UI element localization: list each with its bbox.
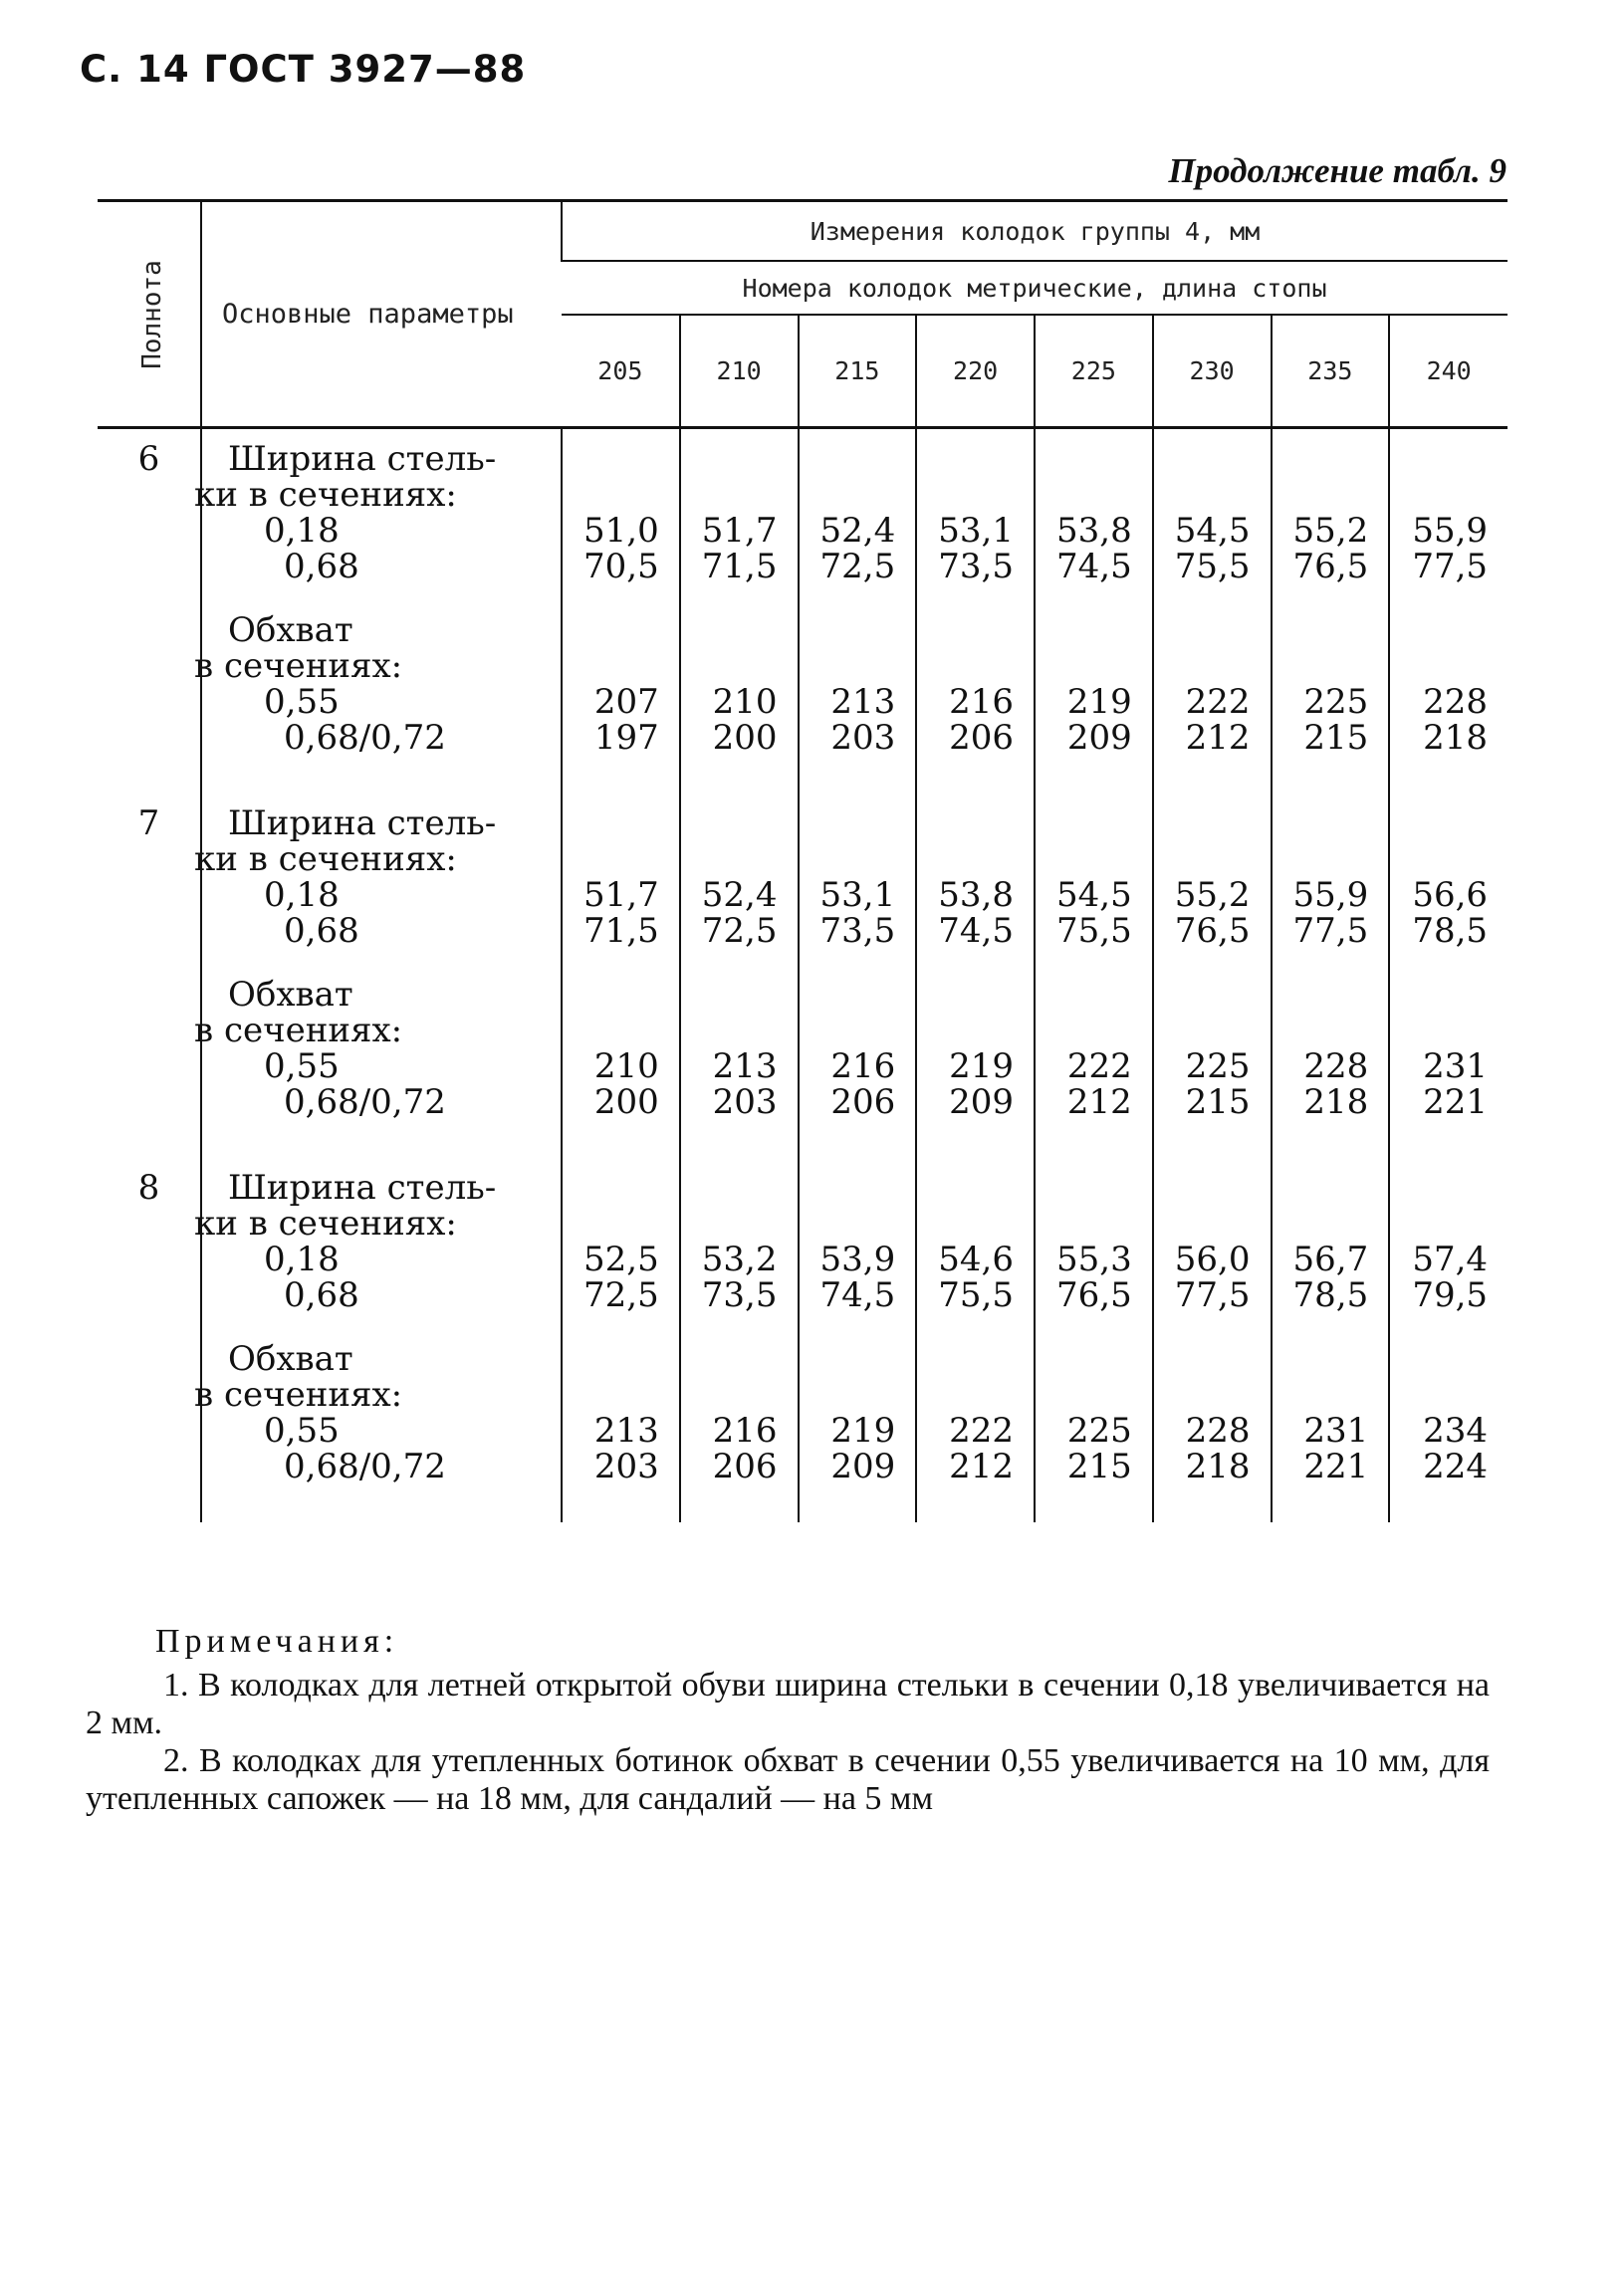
parameter-line: 0,68 bbox=[284, 547, 359, 586]
header-numbers: Номера колодок метрические, длина стопы bbox=[562, 261, 1508, 315]
header-size: 220 bbox=[916, 315, 1035, 428]
parameter-line: ки в сечениях: bbox=[194, 1204, 457, 1244]
value-cell bbox=[1272, 794, 1390, 971]
value: 216 bbox=[712, 1411, 778, 1451]
value: 74,5 bbox=[1056, 547, 1132, 586]
parameter-line: в сечениях: bbox=[194, 1375, 403, 1415]
value: 71,5 bbox=[583, 911, 659, 951]
value: 213 bbox=[830, 682, 896, 722]
value-cell bbox=[1035, 428, 1153, 607]
value-cell bbox=[799, 794, 917, 971]
value-cell bbox=[1035, 1158, 1153, 1335]
value: 56,0 bbox=[1174, 1240, 1251, 1279]
value-cell bbox=[562, 1335, 680, 1522]
value: 225 bbox=[1303, 682, 1369, 722]
header-size: 205 bbox=[562, 315, 680, 428]
value-cell bbox=[916, 971, 1035, 1158]
value: 210 bbox=[712, 682, 778, 722]
value-cell bbox=[562, 428, 680, 607]
value-cell bbox=[1389, 1158, 1508, 1335]
value-cell bbox=[562, 971, 680, 1158]
value: 51,7 bbox=[583, 875, 659, 915]
value: 216 bbox=[949, 682, 1014, 722]
value: 213 bbox=[593, 1411, 659, 1451]
value: 209 bbox=[830, 1447, 896, 1486]
header-size: 210 bbox=[680, 315, 799, 428]
value: 75,5 bbox=[938, 1275, 1014, 1315]
parameter-line: Обхват bbox=[228, 975, 353, 1015]
value-cell bbox=[1153, 1158, 1272, 1335]
value: 213 bbox=[712, 1046, 778, 1086]
value: 55,9 bbox=[1412, 511, 1489, 551]
value-cell bbox=[562, 1158, 680, 1335]
parameter-line: Ширина стель- bbox=[228, 1168, 497, 1208]
value-cell bbox=[1389, 1335, 1508, 1522]
parameter-cell bbox=[194, 971, 562, 1158]
value: 222 bbox=[1185, 682, 1251, 722]
value: 73,5 bbox=[701, 1275, 778, 1315]
value: 53,8 bbox=[1056, 511, 1132, 551]
value-cell bbox=[799, 1158, 917, 1335]
value: 215 bbox=[1303, 718, 1369, 758]
table-row bbox=[98, 971, 1508, 1158]
value: 79,5 bbox=[1412, 1275, 1489, 1315]
value: 56,7 bbox=[1292, 1240, 1369, 1279]
header-size: 235 bbox=[1272, 315, 1390, 428]
value: 222 bbox=[949, 1411, 1014, 1451]
fullness-cell: 6 bbox=[137, 439, 160, 479]
note-2: 2. В колодках для утепленных ботинок обхват в сечении 0,55 увеличивается на 10 мм, для утепленных сапожек — на 18 мм, для сандалий — на 5 мм bbox=[86, 1742, 1490, 1817]
parameter-line: ки в сечениях: bbox=[194, 475, 457, 515]
value: 52,4 bbox=[819, 511, 896, 551]
parameter-line: 0,55 bbox=[264, 682, 340, 722]
value: 75,5 bbox=[1174, 547, 1251, 586]
parameter-cell bbox=[194, 1335, 562, 1522]
value: 203 bbox=[593, 1447, 659, 1486]
value-cell bbox=[916, 1158, 1035, 1335]
header-size: 225 bbox=[1035, 315, 1153, 428]
value-cell bbox=[562, 606, 680, 794]
value-cell bbox=[1153, 606, 1272, 794]
value: 215 bbox=[1066, 1447, 1132, 1486]
parameter-line: 0,18 bbox=[264, 1240, 340, 1279]
value-cell bbox=[799, 971, 917, 1158]
value: 52,4 bbox=[701, 875, 778, 915]
value-cell bbox=[1035, 971, 1153, 1158]
value: 55,3 bbox=[1056, 1240, 1132, 1279]
value: 221 bbox=[1423, 1082, 1489, 1122]
value: 73,5 bbox=[938, 547, 1014, 586]
value: 228 bbox=[1423, 682, 1489, 722]
value-cell bbox=[799, 428, 917, 607]
value-cell bbox=[1153, 1335, 1272, 1522]
value: 209 bbox=[949, 1082, 1014, 1122]
value: 224 bbox=[1423, 1447, 1489, 1486]
value: 78,5 bbox=[1292, 1275, 1369, 1315]
value: 74,5 bbox=[938, 911, 1014, 951]
value: 78,5 bbox=[1412, 911, 1489, 951]
value: 234 bbox=[1423, 1411, 1489, 1451]
value: 216 bbox=[830, 1046, 896, 1086]
header-size: 215 bbox=[799, 315, 917, 428]
value: 72,5 bbox=[701, 911, 778, 951]
value: 215 bbox=[1185, 1082, 1251, 1122]
note-1: 1. В колодках для летней открытой обуви ширина стельки в сечении 0,18 увеличивается на 2 мм. bbox=[86, 1667, 1490, 1741]
fullness-cell bbox=[98, 606, 201, 794]
value: 197 bbox=[593, 718, 659, 758]
value-cell bbox=[1389, 606, 1508, 794]
value: 73,5 bbox=[819, 911, 896, 951]
value: 219 bbox=[830, 1411, 896, 1451]
value-cell bbox=[1035, 1335, 1153, 1522]
value-cell bbox=[680, 794, 799, 971]
value-cell bbox=[1035, 794, 1153, 971]
parameter-line: 0,68/0,72 bbox=[284, 1447, 446, 1486]
value-cell bbox=[680, 1335, 799, 1522]
table-continuation-label: Продолжение табл. 9 bbox=[1168, 151, 1507, 190]
value: 200 bbox=[593, 1082, 659, 1122]
value: 77,5 bbox=[1292, 911, 1369, 951]
value-cell bbox=[1272, 971, 1390, 1158]
value-cell bbox=[680, 971, 799, 1158]
notes bbox=[86, 1623, 1490, 1818]
value: 231 bbox=[1303, 1411, 1369, 1451]
value: 53,9 bbox=[819, 1240, 896, 1279]
value: 225 bbox=[1185, 1046, 1251, 1086]
value: 71,5 bbox=[701, 547, 778, 586]
value: 228 bbox=[1303, 1046, 1369, 1086]
value-cell bbox=[916, 1335, 1035, 1522]
value: 72,5 bbox=[583, 1275, 659, 1315]
header-params: Основные параметры bbox=[201, 201, 562, 428]
fullness-cell: 7 bbox=[137, 803, 160, 843]
parameter-line: 0,68 bbox=[284, 911, 359, 951]
header-fullness bbox=[98, 201, 201, 428]
value-cell bbox=[1153, 971, 1272, 1158]
parameter-line: 0,68/0,72 bbox=[284, 718, 446, 758]
parameter-line: 0,55 bbox=[264, 1411, 340, 1451]
value: 52,5 bbox=[583, 1240, 659, 1279]
value: 212 bbox=[1185, 718, 1251, 758]
value-cell bbox=[680, 428, 799, 607]
parameter-line: 0,18 bbox=[264, 511, 340, 551]
parameter-line: Ширина стель- bbox=[228, 803, 497, 843]
value-cell bbox=[1272, 1158, 1390, 1335]
value-cell bbox=[1389, 971, 1508, 1158]
value: 206 bbox=[830, 1082, 896, 1122]
value-cell bbox=[680, 606, 799, 794]
value: 70,5 bbox=[583, 547, 659, 586]
parameter-line: в сечениях: bbox=[194, 646, 403, 686]
value: 75,5 bbox=[1056, 911, 1132, 951]
value: 53,2 bbox=[701, 1240, 778, 1279]
value: 200 bbox=[712, 718, 778, 758]
value: 210 bbox=[593, 1046, 659, 1086]
value: 53,1 bbox=[938, 511, 1014, 551]
value-cell bbox=[1272, 428, 1390, 607]
parameter-line: 0,55 bbox=[264, 1046, 340, 1086]
value: 212 bbox=[1066, 1082, 1132, 1122]
value: 74,5 bbox=[819, 1275, 896, 1315]
value: 228 bbox=[1185, 1411, 1251, 1451]
value: 56,6 bbox=[1412, 875, 1489, 915]
value: 55,9 bbox=[1292, 875, 1369, 915]
value-cell bbox=[1389, 794, 1508, 971]
value: 206 bbox=[949, 718, 1014, 758]
value-cell bbox=[1153, 794, 1272, 971]
parameter-line: 0,68/0,72 bbox=[284, 1082, 446, 1122]
parameter-line: в сечениях: bbox=[194, 1011, 403, 1050]
value: 55,2 bbox=[1292, 511, 1369, 551]
parameter-line: 0,18 bbox=[264, 875, 340, 915]
value: 51,7 bbox=[701, 511, 778, 551]
value-cell bbox=[562, 794, 680, 971]
fullness-cell: 8 bbox=[137, 1168, 160, 1208]
parameter-cell bbox=[194, 794, 562, 971]
value: 231 bbox=[1423, 1046, 1489, 1086]
value: 53,8 bbox=[938, 875, 1014, 915]
value: 207 bbox=[593, 682, 659, 722]
value-cell bbox=[799, 606, 917, 794]
table-row bbox=[98, 606, 1508, 794]
value: 203 bbox=[830, 718, 896, 758]
value: 57,4 bbox=[1412, 1240, 1489, 1279]
value-cell bbox=[1035, 606, 1153, 794]
value-cell bbox=[799, 1335, 917, 1522]
table-row bbox=[98, 428, 1508, 607]
value: 54,6 bbox=[938, 1240, 1014, 1279]
value: 225 bbox=[1066, 1411, 1132, 1451]
value-cell bbox=[680, 1158, 799, 1335]
parameter-line: 0,68 bbox=[284, 1275, 359, 1315]
header-size: 240 bbox=[1389, 315, 1508, 428]
parameter-line: Ширина стель- bbox=[228, 439, 497, 479]
value: 221 bbox=[1303, 1447, 1369, 1486]
value: 206 bbox=[712, 1447, 778, 1486]
page-header: С. 14 ГОСТ 3927—88 bbox=[80, 48, 527, 91]
notes-title: Примечания: bbox=[155, 1623, 399, 1660]
parameter-cell bbox=[194, 606, 562, 794]
value: 76,5 bbox=[1056, 1275, 1132, 1315]
value: 209 bbox=[1066, 718, 1132, 758]
value: 219 bbox=[1066, 682, 1132, 722]
parameter-line: Обхват bbox=[228, 610, 353, 650]
value: 218 bbox=[1423, 718, 1489, 758]
value: 222 bbox=[1066, 1046, 1132, 1086]
table-row bbox=[98, 794, 1508, 971]
parameter-line: Обхват bbox=[228, 1339, 353, 1379]
value: 51,0 bbox=[583, 511, 659, 551]
parameter-line: ки в сечениях: bbox=[194, 839, 457, 879]
value: 218 bbox=[1185, 1447, 1251, 1486]
value: 55,2 bbox=[1174, 875, 1251, 915]
value: 219 bbox=[949, 1046, 1014, 1086]
table-row bbox=[98, 1158, 1508, 1335]
value-cell bbox=[1272, 606, 1390, 794]
parameter-cell bbox=[194, 1158, 562, 1335]
parameter-cell bbox=[194, 428, 562, 607]
value: 203 bbox=[712, 1082, 778, 1122]
fullness-cell bbox=[98, 1335, 201, 1522]
value-cell bbox=[1272, 1335, 1390, 1522]
header-fullness-label: Полнота bbox=[136, 259, 167, 369]
value-cell bbox=[916, 428, 1035, 607]
fullness-cell bbox=[98, 971, 201, 1158]
header-size: 230 bbox=[1153, 315, 1272, 428]
value: 76,5 bbox=[1174, 911, 1251, 951]
value-cell bbox=[916, 794, 1035, 971]
value: 76,5 bbox=[1292, 547, 1369, 586]
value-cell bbox=[916, 606, 1035, 794]
value: 54,5 bbox=[1174, 511, 1251, 551]
value: 77,5 bbox=[1412, 547, 1489, 586]
value: 212 bbox=[949, 1447, 1014, 1486]
value-cell bbox=[1389, 428, 1508, 607]
value-cell bbox=[1153, 428, 1272, 607]
value: 54,5 bbox=[1056, 875, 1132, 915]
table-row bbox=[98, 1335, 1508, 1522]
value: 72,5 bbox=[819, 547, 896, 586]
header-group: Измерения колодок группы 4, мм bbox=[562, 201, 1508, 262]
value: 77,5 bbox=[1174, 1275, 1251, 1315]
lasts-parameters-table bbox=[98, 199, 1508, 1522]
value: 218 bbox=[1303, 1082, 1369, 1122]
value: 53,1 bbox=[819, 875, 896, 915]
